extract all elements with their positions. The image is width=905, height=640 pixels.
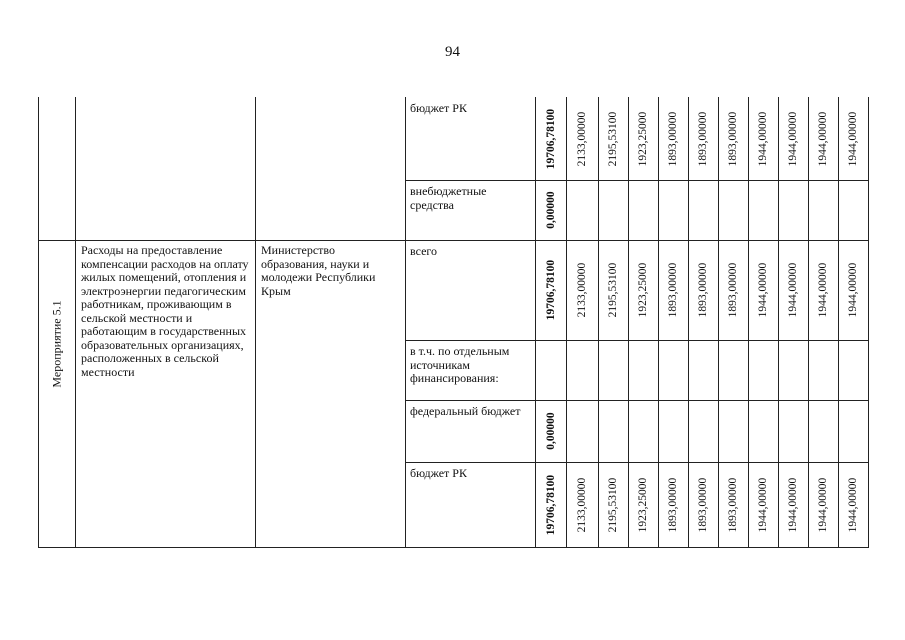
table-hline xyxy=(405,462,869,463)
year-value: 1944,00000 xyxy=(817,111,829,166)
table-vline xyxy=(75,97,76,547)
year-value: 1944,00000 xyxy=(847,262,859,318)
year-value: 1944,00000 xyxy=(787,111,799,166)
year-value: 1893,00000 xyxy=(667,262,679,318)
year-value: 1944,00000 xyxy=(757,262,769,318)
funding-source: бюджет РК xyxy=(410,101,467,115)
funding-source: бюджет РК xyxy=(410,466,467,480)
year-value: 1923,25000 xyxy=(637,111,649,166)
total-value: 19706,78100 xyxy=(544,108,557,169)
year-value: 1944,00000 xyxy=(817,477,829,532)
year-value: 1944,00000 xyxy=(787,477,799,532)
table-vline xyxy=(255,97,256,547)
year-value: 2195,53100 xyxy=(607,111,619,166)
table-vline xyxy=(628,97,629,547)
year-value: 2133,00000 xyxy=(576,262,588,318)
funding-source: в т.ч. по отдельным источникам финансирования: xyxy=(410,344,510,385)
table-hline xyxy=(405,340,869,341)
year-value: 1923,25000 xyxy=(637,477,649,532)
year-value: 1893,00000 xyxy=(727,262,739,318)
year-value: 1893,00000 xyxy=(697,111,709,166)
executor-name: Министерство образования, науки и молодежи Республики Крым xyxy=(261,243,376,298)
year-value: 2133,00000 xyxy=(576,477,588,532)
table-vline xyxy=(535,97,536,547)
total-value: 19706,78100 xyxy=(544,259,557,321)
year-value: 1893,00000 xyxy=(667,111,679,166)
funding-source: внебюджетные средства xyxy=(410,184,487,212)
total-value: 0,00000 xyxy=(544,412,557,450)
table-vline xyxy=(688,97,689,547)
funding-source: всего xyxy=(410,244,438,258)
table-vline xyxy=(748,97,749,547)
year-value: 2133,00000 xyxy=(576,111,588,166)
year-value: 1893,00000 xyxy=(697,262,709,318)
year-value: 1923,25000 xyxy=(637,262,649,318)
table-vline xyxy=(598,97,599,547)
year-value: 1944,00000 xyxy=(757,477,769,532)
year-value: 1893,00000 xyxy=(727,477,739,532)
table-hline xyxy=(405,180,869,181)
table-vline xyxy=(658,97,659,547)
measure-label: Мероприятие 5.1 xyxy=(49,299,63,388)
year-value: 1944,00000 xyxy=(817,262,829,318)
table-vline xyxy=(808,97,809,547)
total-value: 0,00000 xyxy=(544,191,557,229)
year-value: 1893,00000 xyxy=(667,477,679,532)
table-vline xyxy=(566,97,567,547)
year-value: 1944,00000 xyxy=(757,111,769,166)
year-value: 1944,00000 xyxy=(847,477,859,532)
table-hline xyxy=(405,400,869,401)
table-vline xyxy=(405,97,406,547)
year-value: 2195,53100 xyxy=(607,477,619,532)
total-value: 19706,78100 xyxy=(544,474,557,535)
year-value: 2195,53100 xyxy=(607,262,619,318)
year-value: 1944,00000 xyxy=(787,262,799,318)
year-value: 1893,00000 xyxy=(727,111,739,166)
table-vline xyxy=(38,97,39,547)
measure-description: Расходы на предоставление компенсации расходов на оплату жилых помещений, отопления и электроэнергии педагогическим работникам, проживающим в сельской местности и работающим в государственных образовательных организациях, расположенных в сельской местности xyxy=(81,243,249,379)
table-hline xyxy=(38,240,869,241)
table-vline xyxy=(868,97,869,547)
table-vline xyxy=(778,97,779,547)
year-value: 1893,00000 xyxy=(697,477,709,532)
page-number: 94 xyxy=(445,44,460,60)
table-vline xyxy=(718,97,719,547)
table-hline xyxy=(38,547,869,548)
year-value: 1944,00000 xyxy=(847,111,859,166)
table-vline xyxy=(838,97,839,547)
funding-source: федеральный бюджет xyxy=(410,404,521,418)
